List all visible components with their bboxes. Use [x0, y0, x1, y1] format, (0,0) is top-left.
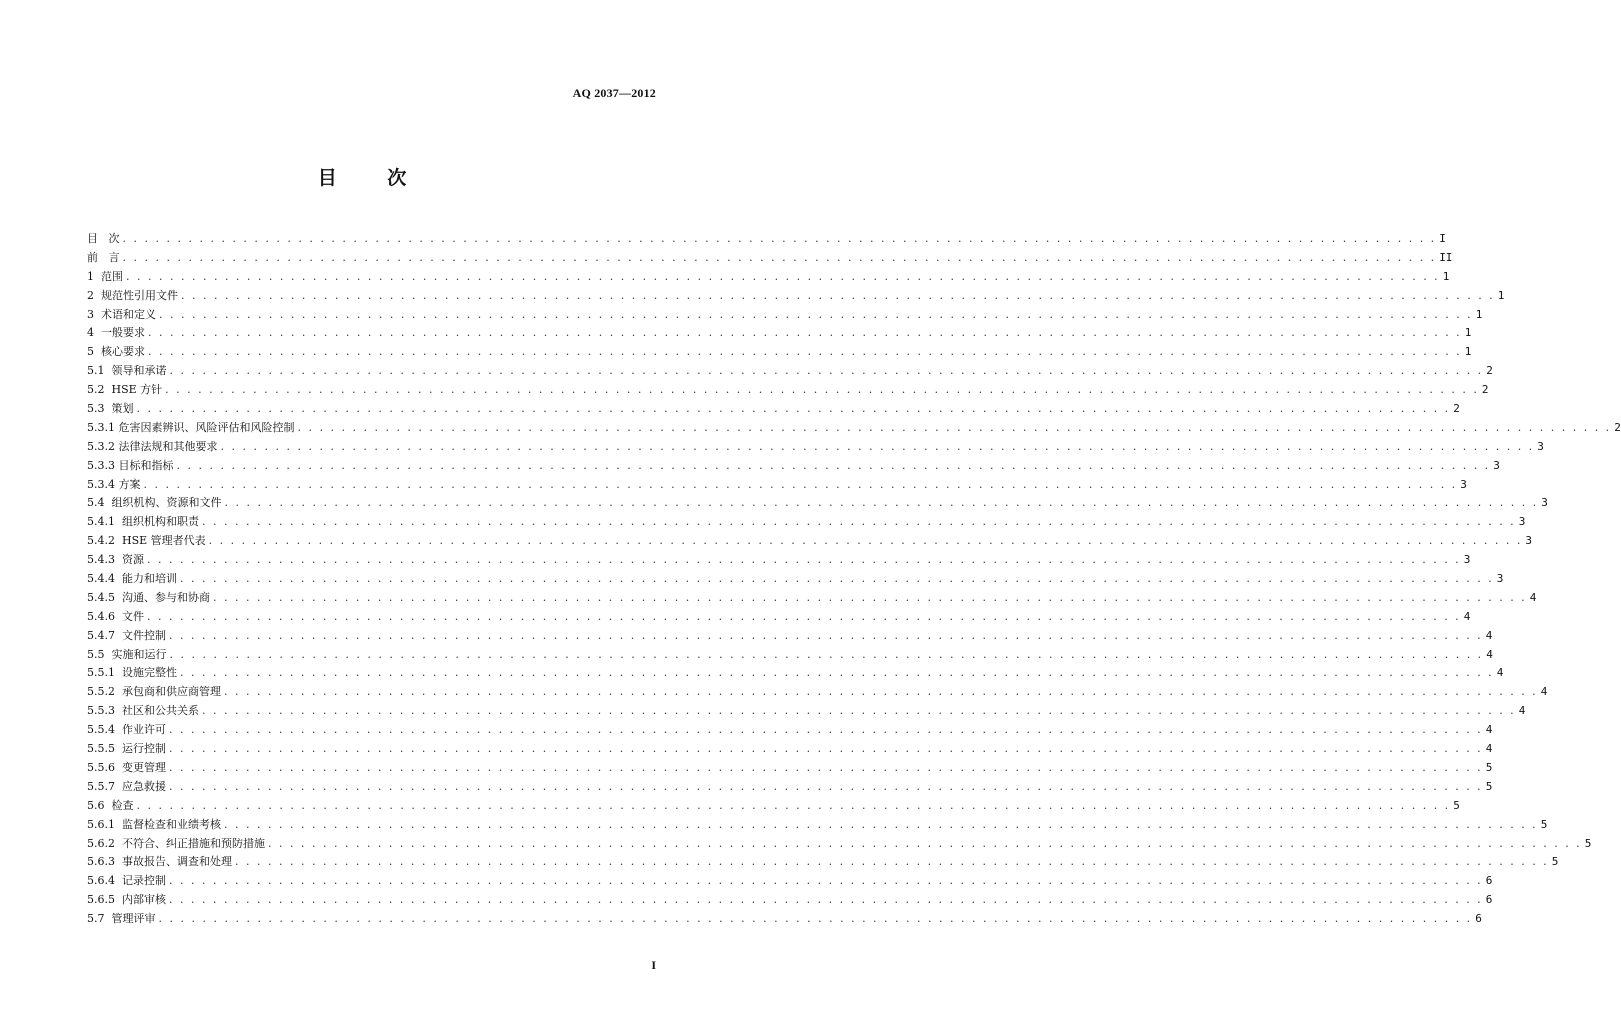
toc-entry-label: 规范性引用文件 [94, 288, 178, 302]
toc-entry-page: 3 [1525, 534, 1532, 548]
toc-entry[interactable] [87, 400, 1460, 419]
standard-number: AQ 2037—2012 [572, 86, 656, 100]
toc-leader-dots: . . . . . . . . . . . . . . . . . . . . . . . . . . . . . . . . . . . . . . . . . . . . . . . . . . . . . . . . . . . . . . . . . . . . . . . . . . . . . . . . . . . . . . . . . . . . . . . . . . . . . . . . . . . . . . . . . . . . . . . . [169, 364, 1484, 378]
toc-entry-page: 3 [1496, 572, 1504, 586]
toc-entry-page: 4 [1485, 723, 1493, 737]
toc-leader-dots: . . . . . . . . . . . . . . . . . . . . . . . . . . . . . . . . . . . . . . . . . . . . . . . . . . . . . . . . . . . . . . . . . . . . . . . . . . . . . . . . . . . . . . . . . . . . . . . . . . . . . . . . . . . . . . . . . . . . . . . . [202, 515, 1516, 529]
toc-entry-page: 3 [1460, 477, 1467, 491]
toc-entry-number: 5.4.5 [87, 590, 115, 604]
toc-entry-page: 3 [1463, 553, 1471, 567]
toc-leader-dots: . . . . . . . . . . . . . . . . . . . . . . . . . . . . . . . . . . . . . . . . . . . . . . . . . . . . . . . . . . . . . . . . . . . . . . . . . . . . . . . . . . . . . . . . . . . . . . . . . . . . . . . . . . . . . . . . . . . . . . . . [165, 383, 1479, 397]
toc-entry-page: 4 [1486, 647, 1493, 661]
toc-entry-label: 内部审核 [115, 893, 166, 907]
toc-leader-dots: . . . . . . . . . . . . . . . . . . . . . . . . . . . . . . . . . . . . . . . . . . . . . . . . . . . . . . . . . . . . . . . . . . . . . . . . . . . . . . . . . . . . . . . . . . . . . . . . . . . . . . . . . . . . . . . . . . . . . . . . [148, 326, 1462, 340]
toc-entry-number: 3 [87, 307, 94, 321]
toc-entry-label: 危害因素辨识、风险评估和风险控制 [115, 420, 295, 434]
toc-entry-label: 言 [98, 250, 120, 264]
toc-entry-number: 5.6.5 [87, 893, 115, 907]
toc-entry-label: 核心要求 [94, 345, 145, 359]
toc-entry-number: 5.5.2 [87, 685, 115, 699]
toc-entry[interactable] [87, 249, 1453, 268]
toc-entry-label: 法律法规和其他要求 [115, 439, 218, 453]
toc-leader-dots: . . . . . . . . . . . . . . . . . . . . . . . . . . . . . . . . . . . . . . . . . . . . . . . . . . . . . . . . . . . . . . . . . . . . . . . . . . . . . . . . . . . . . . . . . . . . . . . . . . . . . . . . . . . . . . . . . . . . . . . . [169, 779, 1483, 793]
toc-entry-page: 2 [1486, 364, 1493, 378]
toc-entry-number: 5.5 [87, 647, 105, 661]
toc-leader-dots: . . . . . . . . . . . . . . . . . . . . . . . . . . . . . . . . . . . . . . . . . . . . . . . . . . . . . . . . . . . . . . . . . . . . . . . . . . . . . . . . . . . . . . . . . . . . . . . . . . . . . . . . . . . . . . . . . . . . . . . . [208, 534, 1523, 548]
toc-entry-number: 5.6.3 [87, 855, 115, 869]
toc-entry[interactable] [87, 230, 1446, 249]
toc-entry[interactable] [87, 570, 1504, 589]
toc-entry-number: 5.3.3 [87, 458, 115, 472]
toc-entry[interactable] [87, 494, 1548, 513]
toc-entry[interactable] [87, 381, 1489, 400]
toc-leader-dots: . . . . . . . . . . . . . . . . . . . . . . . . . . . . . . . . . . . . . . . . . . . . . . . . . . . . . . . . . . . . . . . . . . . . . . . . . . . . . . . . . . . . . . . . . . . . . . . . . . . . . . . . . . . . . . . . . . . . . . . . [169, 647, 1484, 661]
toc-entry-label: 运行控制 [115, 742, 166, 756]
toc-entry[interactable] [87, 589, 1537, 608]
toc-entry-number: 5.3.2 [87, 439, 115, 453]
toc-entry-page: 5 [1453, 798, 1460, 812]
toc-entry[interactable] [87, 551, 1471, 570]
toc-entry-page: 6 [1485, 893, 1493, 907]
toc-entry-page: 6 [1485, 874, 1493, 888]
toc-entry[interactable] [87, 683, 1548, 702]
toc-leader-dots: . . . . . . . . . . . . . . . . . . . . . . . . . . . . . . . . . . . . . . . . . . . . . . . . . . . . . . . . . . . . . . . . . . . . . . . . . . . . . . . . . . . . . . . . . . . . . . . . . . . . . . . . . . . . . . . . . . . . . . . . [224, 685, 1538, 699]
toc-entry-number: 前 [87, 250, 98, 264]
toc-leader-dots: . . . . . . . . . . . . . . . . . . . . . . . . . . . . . . . . . . . . . . . . . . . . . . . . . . . . . . . . . . . . . . . . . . . . . . . . . . . . . . . . . . . . . . . . . . . . . . . . . . . . . . . . . . . . . . . . . . . . . . . . [159, 307, 1473, 321]
toc-entry[interactable] [87, 343, 1472, 362]
toc-entry[interactable] [87, 608, 1471, 627]
toc-leader-dots: . . . . . . . . . . . . . . . . . . . . . . . . . . . . . . . . . . . . . . . . . . . . . . . . . . . . . . . . . . . . . . . . . . . . . . . . . . . . . . . . . . . . . . . . . . . . . . . . . . . . . . . . . . . . . . . . . . . . . . . . [136, 402, 1451, 416]
table-of-contents [87, 230, 1621, 929]
toc-entry-number: 5.4.1 [87, 515, 115, 529]
toc-entry-number: 5.6.2 [87, 836, 115, 850]
toc-entry-number: 5.6.1 [87, 817, 115, 831]
toc-entry-label: HSE 方针 [104, 383, 163, 397]
toc-leader-dots: . . . . . . . . . . . . . . . . . . . . . . . . . . . . . . . . . . . . . . . . . . . . . . . . . . . . . . . . . . . . . . . . . . . . . . . . . . . . . . . . . . . . . . . . . . . . . . . . . . . . . . . . . . . . . . . . . . . . . . . . [158, 912, 1473, 926]
toc-entry[interactable] [87, 513, 1526, 532]
toc-entry-number: 5.2 [87, 383, 105, 397]
toc-entry-label: 文件 [115, 609, 144, 623]
toc-entry-page: 4 [1518, 704, 1526, 718]
toc-entry-label: 变更管理 [115, 760, 166, 774]
toc-entry-label: 应急救援 [115, 779, 166, 793]
toc-leader-dots: . . . . . . . . . . . . . . . . . . . . . . . . . . . . . . . . . . . . . . . . . . . . . . . . . . . . . . . . . . . . . . . . . . . . . . . . . . . . . . . . . . . . . . . . . . . . . . . . . . . . . . . . . . . . . . . . . . . . . . . . [169, 628, 1483, 642]
toc-entry-page: 1 [1475, 307, 1483, 321]
toc-entry-number: 5.5.1 [87, 666, 115, 680]
toc-entry[interactable] [87, 721, 1493, 740]
toc-entry-label: 检查 [104, 798, 134, 812]
toc-entry-page: 2 [1481, 383, 1489, 397]
toc-entry-page: 2 [1453, 402, 1460, 416]
toc-leader-dots: . . . . . . . . . . . . . . . . . . . . . . . . . . . . . . . . . . . . . . . . . . . . . . . . . . . . . . . . . . . . . . . . . . . . . . . . . . . . . . . . . . . . . . . . . . . . . . . . . . . . . . . . . . . . . . . . . . . . . . . . [122, 232, 1437, 245]
toc-entry-page: 5 [1540, 817, 1548, 831]
toc-entry[interactable] [87, 910, 1482, 929]
toc-entry-number: 5.5.5 [87, 742, 115, 756]
toc-entry[interactable] [87, 438, 1544, 457]
toc-leader-dots: . . . . . . . . . . . . . . . . . . . . . . . . . . . . . . . . . . . . . . . . . . . . . . . . . . . . . . . . . . . . . . . . . . . . . . . . . . . . . . . . . . . . . . . . . . . . . . . . . . . . . . . . . . . . . . . . . . . . . . . . [136, 798, 1451, 812]
toc-entry-label: 设施完整性 [115, 666, 177, 680]
toc-entry-number: 5.4 [87, 496, 105, 510]
toc-entry-number: 1 [87, 269, 94, 283]
toc-entry-page: 4 [1485, 628, 1493, 642]
toc-leader-dots: . . . . . . . . . . . . . . . . . . . . . . . . . . . . . . . . . . . . . . . . . . . . . . . . . . . . . . . . . . . . . . . . . . . . . . . . . . . . . . . . . . . . . . . . . . . . . . . . . . . . . . . . . . . . . . . . . . . . . . . . [148, 345, 1462, 359]
toc-entry-number: 5.4.3 [87, 553, 115, 567]
toc-entry[interactable] [87, 627, 1493, 646]
page-number: I [651, 958, 656, 972]
toc-entry-label: 能力和培训 [115, 572, 177, 586]
toc-entry-number: 4 [87, 326, 94, 340]
toc-entry-label: 领导和承诺 [104, 364, 167, 378]
toc-leader-dots: . . . . . . . . . . . . . . . . . . . . . . . . . . . . . . . . . . . . . . . . . . . . . . . . . . . . . . . . . . . . . . . . . . . . . . . . . . . . . . . . . . . . . . . . . . . . . . . . . . . . . . . . . . . . . . . . . . . . . . . . [220, 439, 1535, 453]
toc-leader-dots: . . . . . . . . . . . . . . . . . . . . . . . . . . . . . . . . . . . . . . . . . . . . . . . . . . . . . . . . . . . . . . . . . . . . . . . . . . . . . . . . . . . . . . . . . . . . . . . . . . . . . . . . . . . . . . . . . . . . . . . . [180, 666, 1494, 680]
toc-entry[interactable] [87, 778, 1493, 797]
toc-entry-page: 4 [1463, 609, 1471, 623]
toc-entry[interactable] [87, 476, 1467, 495]
toc-entry-page: 3 [1541, 496, 1548, 510]
toc-entry-number: 5.4.2 [87, 534, 115, 548]
toc-entry[interactable] [87, 835, 1592, 854]
toc-entry[interactable] [87, 324, 1472, 343]
toc-entry-number: 5.3 [87, 402, 105, 416]
toc-entry-number: 5.6.4 [87, 874, 115, 888]
toc-entry-page: 1 [1497, 288, 1505, 302]
toc-entry[interactable] [87, 457, 1500, 476]
toc-entry-label: HSE 管理者代表 [115, 534, 206, 548]
toc-entry-label: 一般要求 [94, 326, 145, 340]
toc-leader-dots: . . . . . . . . . . . . . . . . . . . . . . . . . . . . . . . . . . . . . . . . . . . . . . . . . . . . . . . . . . . . . . . . . . . . . . . . . . . . . . . . . . . . . . . . . . . . . . . . . . . . . . . . . . . . . . . . . . . . . . . . [224, 817, 1538, 831]
toc-leader-dots: . . . . . . . . . . . . . . . . . . . . . . . . . . . . . . . . . . . . . . . . . . . . . . . . . . . . . . . . . . . . . . . . . . . . . . . . . . . . . . . . . . . . . . . . . . . . . . . . . . . . . . . . . . . . . . . . . . . . . . . . [235, 855, 1549, 869]
toc-entry-number: 5.5.7 [87, 779, 115, 793]
toc-entry-label: 不符合、纠正措施和预防措施 [115, 836, 265, 850]
toc-leader-dots: . . . . . . . . . . . . . . . . . . . . . . . . . . . . . . . . . . . . . . . . . . . . . . . . . . . . . . . . . . . . . . . . . . . . . . . . . . . . . . . . . . . . . . . . . . . . . . . . . . . . . . . . . . . . . . . . . . . . . . . . [202, 704, 1516, 718]
toc-entry-page: 5 [1485, 760, 1493, 774]
toc-entry-label: 术语和定义 [94, 307, 156, 321]
toc-entry[interactable] [87, 872, 1493, 891]
toc-entry-label: 事故报告、调查和处理 [115, 855, 232, 869]
toc-entry[interactable] [87, 797, 1460, 816]
toc-entry-page: I [1439, 232, 1446, 245]
toc-leader-dots: . . . . . . . . . . . . . . . . . . . . . . . . . . . . . . . . . . . . . . . . . . . . . . . . . . . . . . . . . . . . . . . . . . . . . . . . . . . . . . . . . . . . . . . . . . . . . . . . . . . . . . . . . . . . . . . . . . . . . . . . [297, 420, 1612, 434]
toc-entry-page: 2 [1614, 420, 1621, 434]
toc-entry-label: 目标和指标 [115, 458, 174, 472]
toc-entry[interactable] [87, 759, 1493, 778]
toc-entry-label: 作业许可 [115, 723, 166, 737]
toc-entry-label: 范围 [94, 269, 123, 283]
toc-entry[interactable] [87, 816, 1548, 835]
toc-entry-page: 3 [1518, 515, 1526, 529]
toc-entry-label: 监督检查和业绩考核 [115, 817, 221, 831]
toc-entry-number: 5.4.4 [87, 572, 115, 586]
toc-entry-page: 3 [1493, 458, 1500, 472]
toc-leader-dots: . . . . . . . . . . . . . . . . . . . . . . . . . . . . . . . . . . . . . . . . . . . . . . . . . . . . . . . . . . . . . . . . . . . . . . . . . . . . . . . . . . . . . . . . . . . . . . . . . . . . . . . . . . . . . . . . . . . . . . . . [169, 760, 1483, 774]
toc-entry[interactable] [87, 362, 1493, 381]
toc-entry-label: 组织机构、资源和文件 [104, 496, 222, 510]
toc-entry-number: 5.4.7 [87, 628, 115, 642]
toc-entry-label: 记录控制 [115, 874, 166, 888]
toc-leader-dots: . . . . . . . . . . . . . . . . . . . . . . . . . . . . . . . . . . . . . . . . . . . . . . . . . . . . . . . . . . . . . . . . . . . . . . . . . . . . . . . . . . . . . . . . . . . . . . . . . . . . . . . . . . . . . . . . . . . . . . . . [181, 288, 1495, 302]
toc-entry[interactable] [87, 646, 1493, 665]
toc-entry-label: 组织机构和职责 [115, 515, 199, 529]
toc-leader-dots: . . . . . . . . . . . . . . . . . . . . . . . . . . . . . . . . . . . . . . . . . . . . . . . . . . . . . . . . . . . . . . . . . . . . . . . . . . . . . . . . . . . . . . . . . . . . . . . . . . . . . . . . . . . . . . . . . . . . . . . . [213, 590, 1527, 604]
toc-entry[interactable] [87, 306, 1483, 325]
toc-leader-dots: . . . . . . . . . . . . . . . . . . . . . . . . . . . . . . . . . . . . . . . . . . . . . . . . . . . . . . . . . . . . . . . . . . . . . . . . . . . . . . . . . . . . . . . . . . . . . . . . . . . . . . . . . . . . . . . . . . . . . . . . [180, 572, 1494, 586]
toc-entry-page: 5 [1551, 855, 1559, 869]
toc-entry-label: 沟通、参与和协商 [115, 590, 210, 604]
toc-entry-number: 5.7 [87, 912, 105, 926]
toc-leader-dots: . . . . . . . . . . . . . . . . . . . . . . . . . . . . . . . . . . . . . . . . . . . . . . . . . . . . . . . . . . . . . . . . . . . . . . . . . . . . . . . . . . . . . . . . . . . . . . . . . . . . . . . . . . . . . . . . . . . . . . . . [147, 609, 1461, 623]
toc-entry-page: 1 [1464, 345, 1472, 359]
toc-leader-dots: . . . . . . . . . . . . . . . . . . . . . . . . . . . . . . . . . . . . . . . . . . . . . . . . . . . . . . . . . . . . . . . . . . . . . . . . . . . . . . . . . . . . . . . . . . . . . . . . . . . . . . . . . . . . . . . . . . . . . . . . [169, 742, 1483, 756]
toc-entry-label: 社区和公共关系 [115, 704, 199, 718]
toc-entry-page: 5 [1584, 836, 1592, 850]
toc-entry-label: 实施和运行 [104, 647, 167, 661]
toc-entry[interactable] [87, 419, 1621, 438]
toc-entry-page: 6 [1475, 912, 1482, 926]
toc-leader-dots: . . . . . . . . . . . . . . . . . . . . . . . . . . . . . . . . . . . . . . . . . . . . . . . . . . . . . . . . . . . . . . . . . . . . . . . . . . . . . . . . . . . . . . . . . . . . . . . . . . . . . . . . . . . . . . . . . . . . . . . . [126, 269, 1440, 283]
toc-entry-number: 5.5.4 [87, 723, 115, 737]
toc-leader-dots: . . . . . . . . . . . . . . . . . . . . . . . . . . . . . . . . . . . . . . . . . . . . . . . . . . . . . . . . . . . . . . . . . . . . . . . . . . . . . . . . . . . . . . . . . . . . . . . . . . . . . . . . . . . . . . . . . . . . . . . . [122, 250, 1437, 264]
toc-entry-page: 5 [1485, 779, 1493, 793]
toc-entry-number: 5.6 [87, 798, 105, 812]
toc-entry-page: 1 [1442, 269, 1450, 283]
toc-entry-label: 文件控制 [115, 628, 166, 642]
toc-entry[interactable] [87, 532, 1532, 551]
toc-leader-dots: . . . . . . . . . . . . . . . . . . . . . . . . . . . . . . . . . . . . . . . . . . . . . . . . . . . . . . . . . . . . . . . . . . . . . . . . . . . . . . . . . . . . . . . . . . . . . . . . . . . . . . . . . . . . . . . . . . . . . . . . [147, 553, 1461, 567]
toc-leader-dots: . . . . . . . . . . . . . . . . . . . . . . . . . . . . . . . . . . . . . . . . . . . . . . . . . . . . . . . . . . . . . . . . . . . . . . . . . . . . . . . . . . . . . . . . . . . . . . . . . . . . . . . . . . . . . . . . . . . . . . . . [169, 874, 1483, 888]
toc-leader-dots: . . . . . . . . . . . . . . . . . . . . . . . . . . . . . . . . . . . . . . . . . . . . . . . . . . . . . . . . . . . . . . . . . . . . . . . . . . . . . . . . . . . . . . . . . . . . . . . . . . . . . . . . . . . . . . . . . . . . . . . . [224, 496, 1539, 510]
toc-entry-number: 5.5.6 [87, 760, 115, 774]
toc-entry-label: 管理评审 [104, 912, 156, 926]
toc-leader-dots: . . . . . . . . . . . . . . . . . . . . . . . . . . . . . . . . . . . . . . . . . . . . . . . . . . . . . . . . . . . . . . . . . . . . . . . . . . . . . . . . . . . . . . . . . . . . . . . . . . . . . . . . . . . . . . . . . . . . . . . . [169, 723, 1483, 737]
toc-entry-number: 5 [87, 345, 94, 359]
toc-entry-page: 4 [1485, 742, 1493, 756]
page-title: 目 次 [317, 167, 429, 189]
toc-entry-label: 策划 [104, 402, 134, 416]
toc-entry-number: 2 [87, 288, 94, 302]
toc-entry-label: 资源 [115, 553, 144, 567]
toc-entry-page: 4 [1540, 685, 1548, 699]
toc-entry-page: 4 [1529, 590, 1537, 604]
toc-entry-number: 5.3.1 [87, 420, 115, 434]
toc-leader-dots: . . . . . . . . . . . . . . . . . . . . . . . . . . . . . . . . . . . . . . . . . . . . . . . . . . . . . . . . . . . . . . . . . . . . . . . . . . . . . . . . . . . . . . . . . . . . . . . . . . . . . . . . . . . . . . . . . . . . . . . . [176, 458, 1491, 472]
toc-entry-number: 5.4.6 [87, 609, 115, 623]
toc-entry-label: 承包商和供应商管理 [115, 685, 221, 699]
toc-entry-number: 5.3.4 [87, 477, 115, 491]
toc-entry[interactable] [87, 853, 1559, 872]
toc-entry[interactable] [87, 268, 1450, 287]
toc-leader-dots: . . . . . . . . . . . . . . . . . . . . . . . . . . . . . . . . . . . . . . . . . . . . . . . . . . . . . . . . . . . . . . . . . . . . . . . . . . . . . . . . . . . . . . . . . . . . . . . . . . . . . . . . . . . . . . . . . . . . . . . . [169, 893, 1483, 907]
toc-entry-page: 1 [1464, 326, 1472, 340]
toc-entry[interactable] [87, 891, 1493, 910]
toc-entry[interactable] [87, 287, 1505, 306]
toc-leader-dots: . . . . . . . . . . . . . . . . . . . . . . . . . . . . . . . . . . . . . . . . . . . . . . . . . . . . . . . . . . . . . . . . . . . . . . . . . . . . . . . . . . . . . . . . . . . . . . . . . . . . . . . . . . . . . . . . . . . . . . . . [268, 836, 1582, 850]
toc-entry-page: 4 [1496, 666, 1504, 680]
toc-leader-dots: . . . . . . . . . . . . . . . . . . . . . . . . . . . . . . . . . . . . . . . . . . . . . . . . . . . . . . . . . . . . . . . . . . . . . . . . . . . . . . . . . . . . . . . . . . . . . . . . . . . . . . . . . . . . . . . . . . . . . . . . [143, 477, 1458, 491]
toc-entry-page: II [1439, 250, 1453, 264]
toc-entry-number: 目 [87, 232, 98, 245]
toc-entry[interactable] [87, 740, 1493, 759]
toc-entry[interactable] [87, 664, 1504, 683]
toc-entry-page: 3 [1537, 439, 1544, 453]
toc-entry-label: 次 [98, 232, 120, 245]
toc-entry-number: 5.1 [87, 364, 105, 378]
toc-entry-label: 方案 [115, 477, 141, 491]
toc-entry-number: 5.5.3 [87, 704, 115, 718]
toc-entry[interactable] [87, 702, 1526, 721]
